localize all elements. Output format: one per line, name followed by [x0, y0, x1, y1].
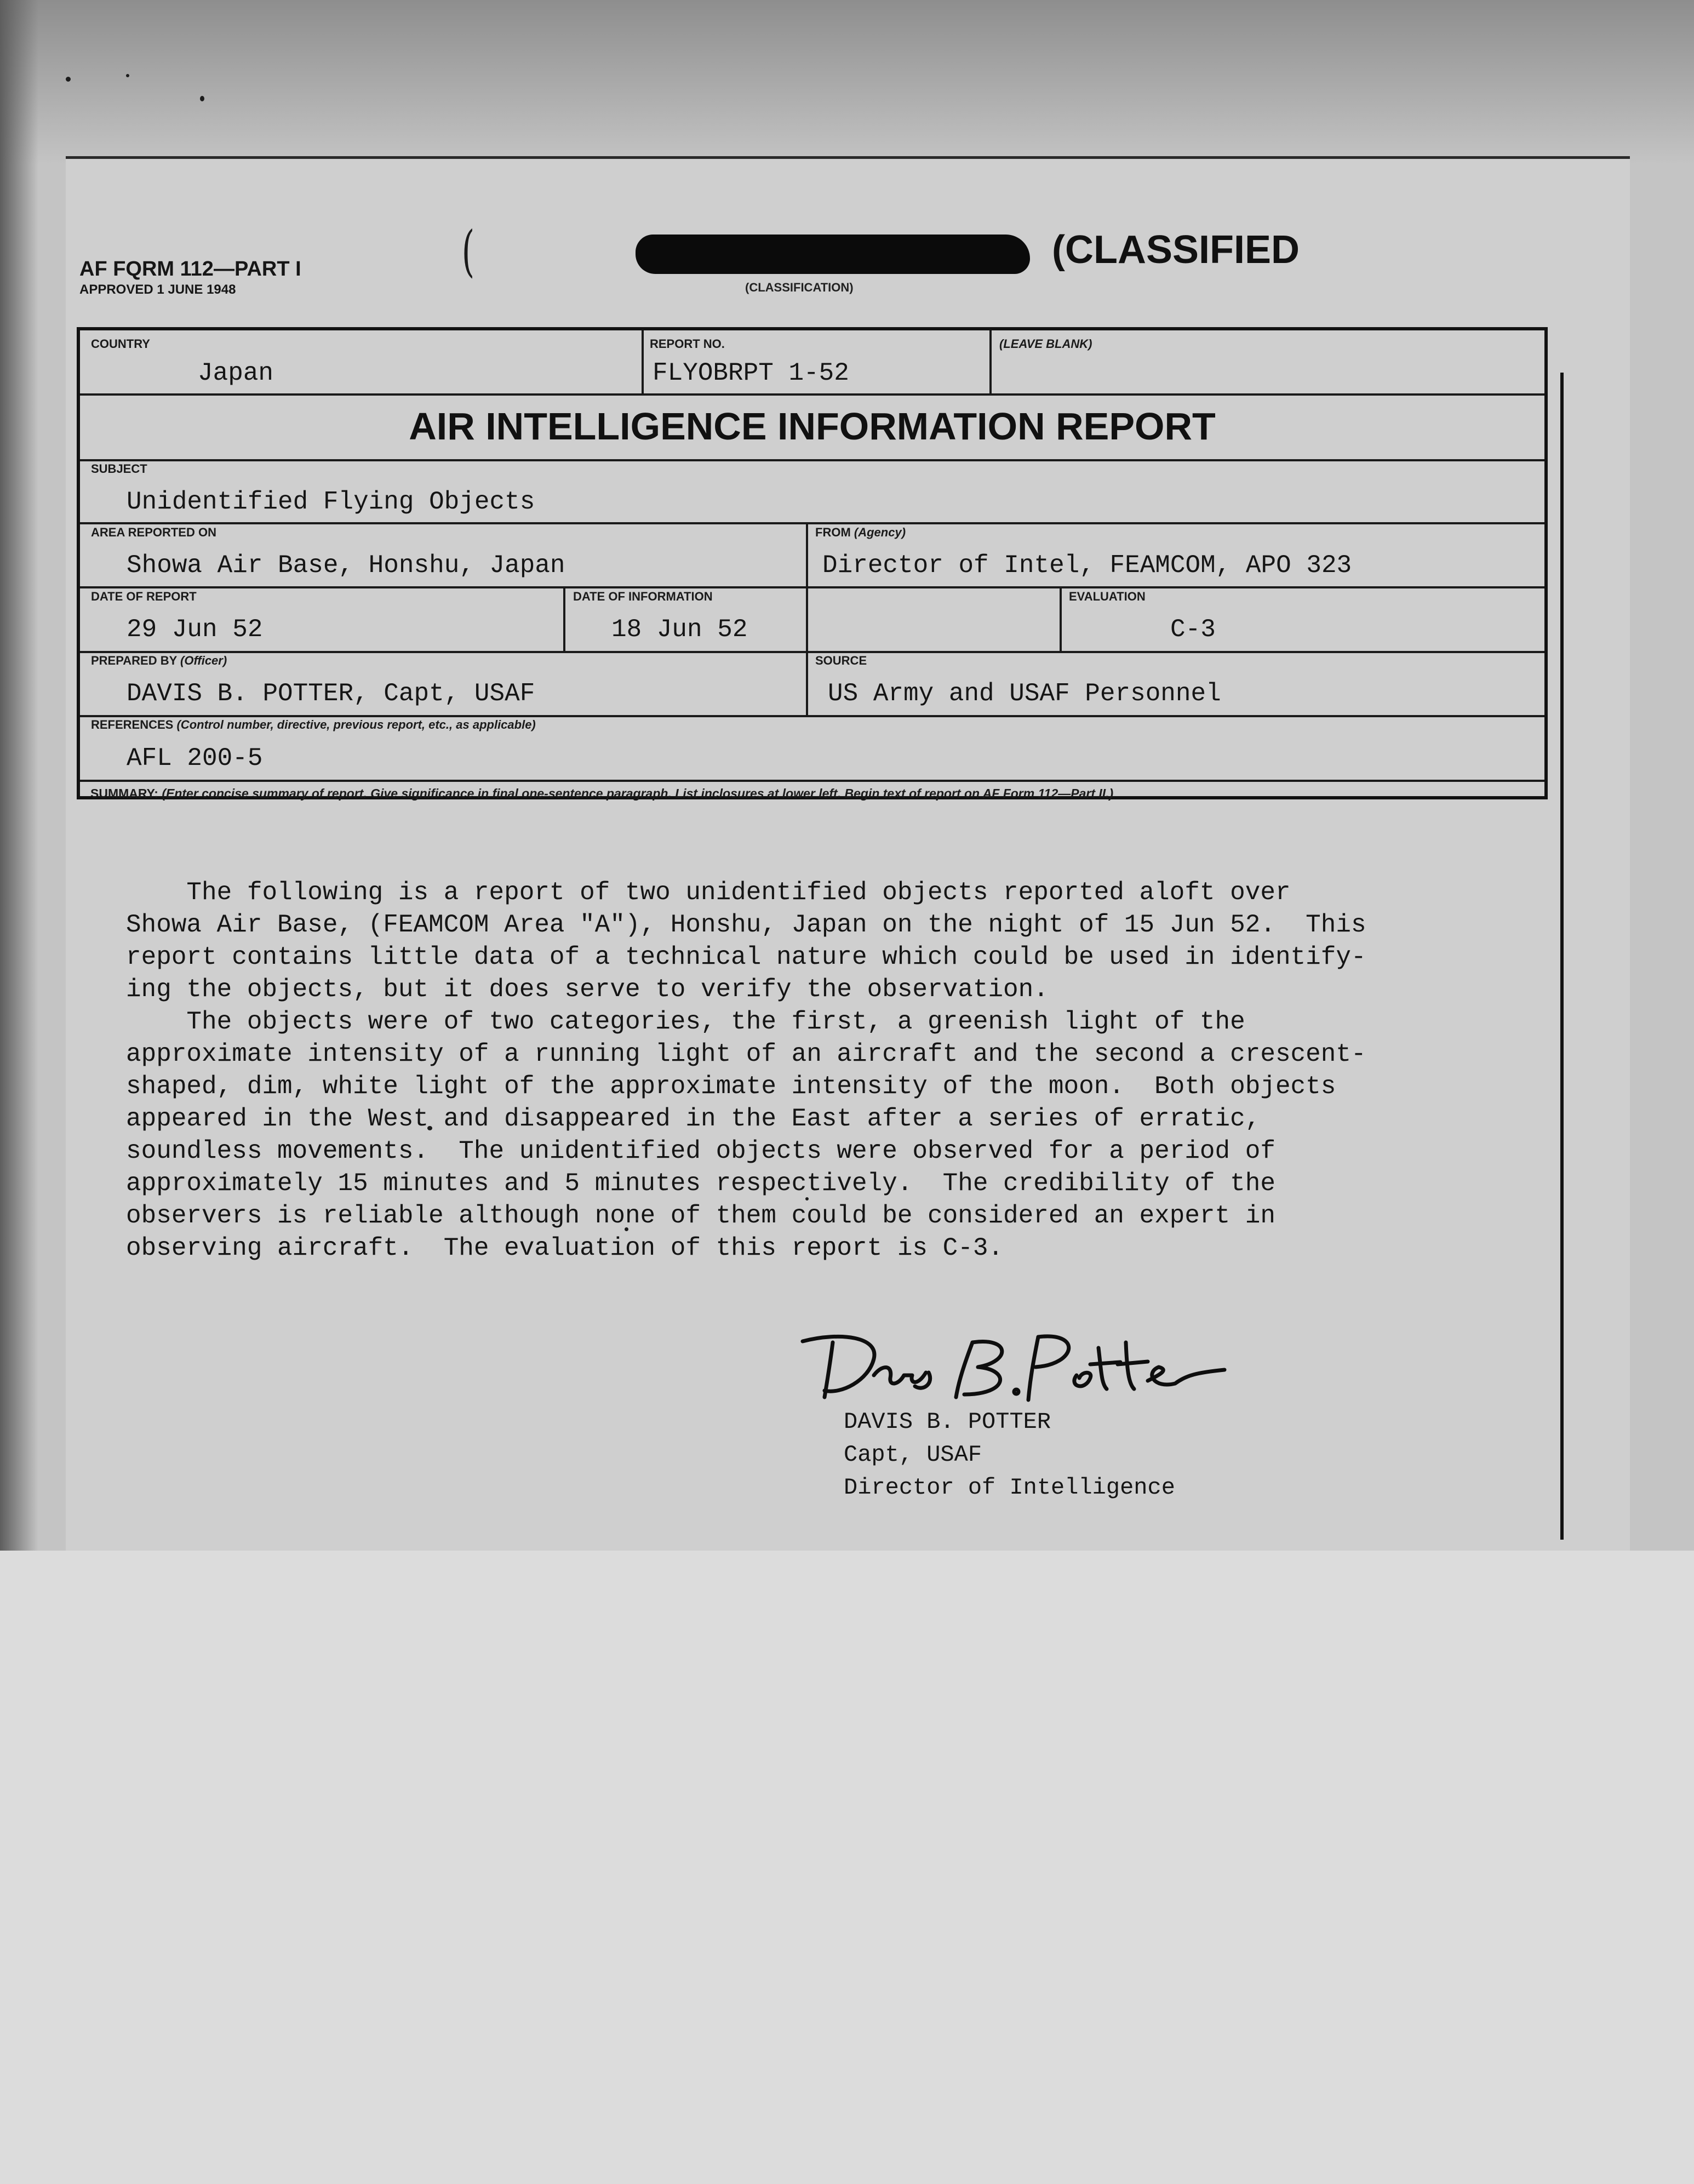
classification-caption: (CLASSIFICATION) [745, 281, 854, 294]
form-rule [80, 459, 1544, 461]
references-label: REFERENCES (Control number, directive, previous report, etc., as applicable) [91, 718, 536, 731]
handwritten-signature [792, 1320, 1230, 1408]
signer-name: DAVIS B. POTTER [844, 1409, 1051, 1435]
form-divider [1060, 586, 1062, 651]
signer-rank: Capt, USAF [844, 1442, 982, 1468]
report-body [126, 877, 1507, 1265]
body-line: ing the objects, but it does serve to verify the observation. [126, 975, 1049, 1004]
scan-speck [66, 77, 71, 82]
source-value: US Army and USAF Personnel [828, 679, 1221, 708]
form-identifier [79, 258, 301, 298]
date-of-report-value: 29 Jun 52 [127, 615, 263, 644]
form-rule [80, 780, 1544, 782]
date-of-information-label: DATE OF INFORMATION [573, 590, 713, 603]
date-of-report-label: DATE OF REPORT [91, 590, 197, 603]
date-of-information-value: 18 Jun 52 [611, 615, 748, 644]
form-rule [80, 522, 1544, 524]
form-divider [563, 586, 565, 651]
from-value: Director of Intel, FEAMCOM, APO 323 [822, 551, 1352, 580]
evaluation-value: C-3 [1170, 615, 1216, 644]
evaluation-label: EVALUATION [1069, 590, 1146, 603]
report-no-value: FLYOBRPT 1-52 [653, 359, 849, 387]
report-no-label: REPORT NO. [650, 337, 725, 351]
body-line: The objects were of two categories, the first, a greenish light of the [126, 1008, 1245, 1036]
area-label: AREA REPORTED ON [91, 525, 216, 539]
form-rule [80, 715, 1544, 717]
scan-speck [200, 96, 204, 101]
from-label-note: (Agency) [854, 525, 906, 539]
redaction-mark [636, 235, 1030, 274]
prepared-by-label: PREPARED BY (Officer) [91, 654, 227, 667]
prepared-by-label-note: (Officer) [180, 654, 227, 667]
report-form [77, 327, 1548, 799]
body-line: approximately 15 minutes and 5 minutes respectively. The credibility of the [126, 1169, 1275, 1198]
body-line: approximate intensity of a running light of an aircraft and the second a crescent- [126, 1040, 1366, 1068]
form-rule [80, 393, 1544, 396]
classification-stamp: (CLASSIFIED [1052, 228, 1300, 272]
body-line: observers is reliable although none of them could be considered an expert in [126, 1202, 1275, 1230]
body-line: soundless movements. The unidentified objects were observed for a period of [126, 1137, 1275, 1165]
summary-instructions: (Enter concise summary of report. Give significance in final one-sentence paragraph. List inclosures at lower left. Begin text of report on AF Form 112—Part II.) [162, 786, 1114, 801]
form-divider [642, 330, 644, 393]
references-label-note: (Control number, directive, previous report, etc., as applicable) [176, 718, 536, 731]
leave-blank-label: (LEAVE BLANK) [999, 337, 1092, 351]
body-line: shaped, dim, white light of the approximate intensity of the moon. Both objects [126, 1072, 1336, 1101]
lower-blank-sheet [0, 1551, 1694, 2184]
references-value: AFL 200-5 [127, 744, 263, 773]
prepared-by-value: DAVIS B. POTTER, Capt, USAF [127, 679, 535, 708]
signer-title: Director of Intelligence [844, 1474, 1175, 1501]
summary-label: SUMMARY: (Enter concise summary of report. Give significance in final one-sentence paragraph. List inclosures at lower left. Begin text of report on AF Form 112—Part II.) [90, 786, 1114, 801]
report-title: AIR INTELLIGENCE INFORMATION REPORT [409, 405, 1216, 448]
body-line: report contains little data of a technical nature which could be used in identify- [126, 943, 1366, 971]
form-approved-date: APPROVED 1 JUNE 1948 [79, 282, 236, 297]
form-right-rule [1560, 373, 1564, 1540]
signature-block [844, 1405, 1175, 1504]
body-line: Showa Air Base, (FEAMCOM Area "A"), Honshu, Japan on the night of 15 Jun 52. This [126, 911, 1366, 939]
body-line: appeared in the West and disappeared in the East after a series of erratic, [126, 1105, 1261, 1133]
source-label: SOURCE [815, 654, 867, 667]
form-divider [806, 522, 808, 715]
classification-paren: ( [461, 219, 475, 283]
form-number: AF FQRM 112—PART I [79, 258, 301, 281]
country-label: COUNTRY [91, 337, 150, 351]
form-rule [80, 651, 1544, 653]
body-line: The following is a report of two unidentified objects reported aloft over [126, 878, 1291, 907]
from-label: FROM (Agency) [815, 525, 906, 539]
subject-value: Unidentified Flying Objects [127, 488, 535, 516]
scan-speck [126, 74, 129, 77]
form-divider [989, 330, 992, 393]
form-rule [80, 586, 1544, 588]
subject-label: SUBJECT [91, 462, 147, 476]
body-line: observing aircraft. The evaluation of this report is C-3. [126, 1234, 1004, 1262]
country-value: Japan [198, 359, 274, 387]
area-value: Showa Air Base, Honshu, Japan [127, 551, 565, 580]
